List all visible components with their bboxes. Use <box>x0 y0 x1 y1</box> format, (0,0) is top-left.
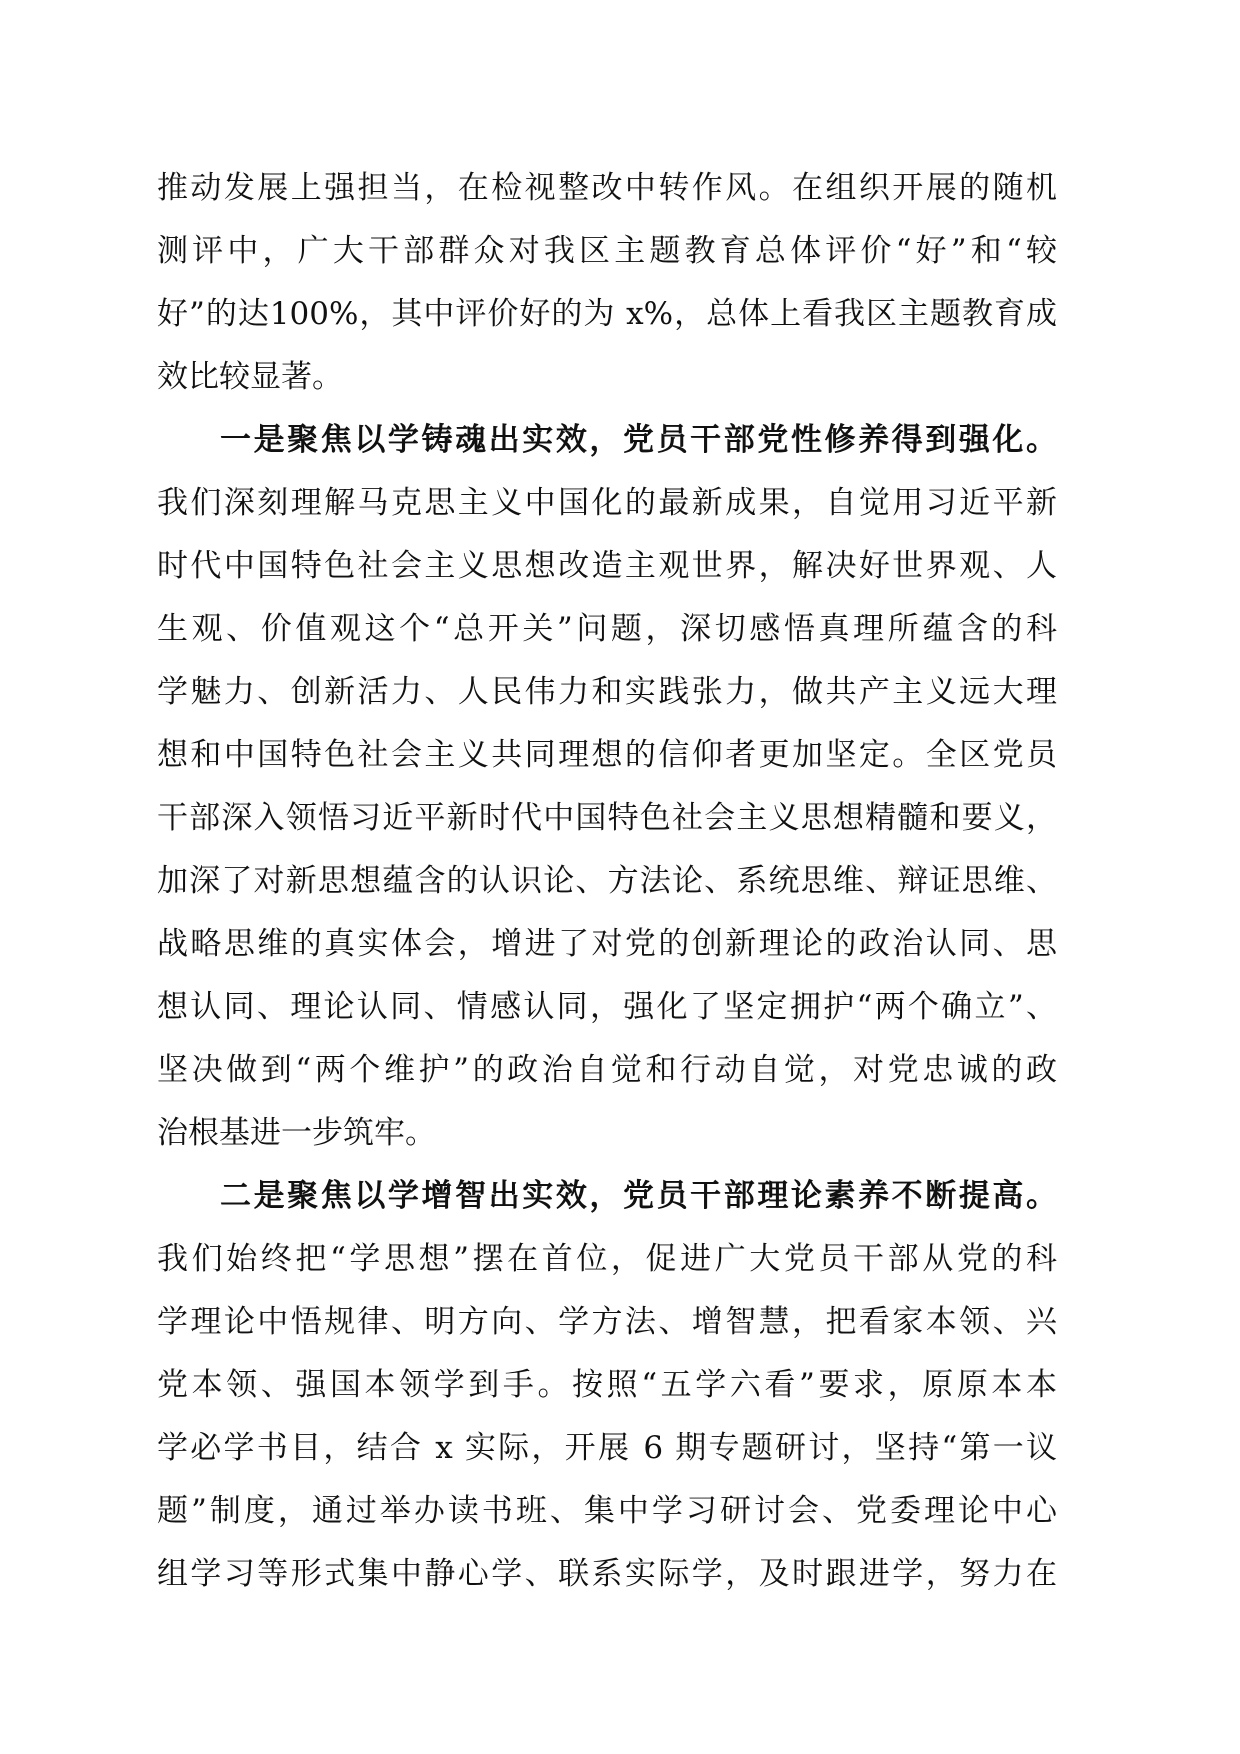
paragraph-line: 我们深刻理解马克思主义中国化的最新成果，自觉用习近平新 <box>157 485 1057 521</box>
paragraph-line: 坚决做到“两个维护”的政治自觉和行动自觉，对党忠诚的政 <box>157 1052 1057 1088</box>
paragraph-line: 效比较显著。 <box>157 359 343 395</box>
section-heading-1: 一是聚焦以学铸魂出实效，党员干部党性修养得到强化。 <box>220 422 1057 458</box>
paragraph-line: 组学习等形式集中静心学、联系实际学，及时跟进学，努力在 <box>157 1556 1057 1592</box>
paragraph-line: 时代中国特色社会主义思想改造主观世界，解决好世界观、人 <box>157 548 1057 584</box>
paragraph-line: 学理论中悟规律、明方向、学方法、增智慧，把看家本领、兴 <box>157 1304 1057 1340</box>
paragraph-line: 学魅力、创新活力、人民伟力和实践张力，做共产主义远大理 <box>157 674 1057 710</box>
paragraph-line: 题”制度，通过举办读书班、集中学习研讨会、党委理论中心 <box>157 1493 1057 1529</box>
section-heading-2: 二是聚焦以学增智出实效，党员干部理论素养不断提高。 <box>220 1178 1057 1214</box>
paragraph-line: 加深了对新思想蕴含的认识论、方法论、系统思维、辩证思维、 <box>157 863 1057 899</box>
paragraph-line: 测评中，广大干部群众对我区主题教育总体评价“好”和“较 <box>157 233 1057 269</box>
paragraph-line: 想和中国特色社会主义共同理想的信仰者更加坚定。全区党员 <box>157 737 1057 773</box>
paragraph-line: 我们始终把“学思想”摆在首位，促进广大党员干部从党的科 <box>157 1241 1057 1277</box>
paragraph-line: 干部深入领悟习近平新时代中国特色社会主义思想精髓和要义， <box>157 800 1057 836</box>
paragraph-line: 战略思维的真实体会，增进了对党的创新理论的政治认同、思 <box>157 926 1057 962</box>
paragraph-line: 好”的达100%，其中评价好的为 x%，总体上看我区主题教育成 <box>157 296 1057 332</box>
paragraph-line: 学必学书目，结合 x 实际，开展 6 期专题研讨，坚持“第一议 <box>157 1430 1057 1466</box>
paragraph-line: 党本领、强国本领学到手。按照“五学六看”要求，原原本本 <box>157 1367 1057 1403</box>
paragraph-line: 推动发展上强担当，在检视整改中转作风。在组织开展的随机 <box>157 170 1057 206</box>
paragraph-line: 生观、价值观这个“总开关”问题，深切感悟真理所蕴含的科 <box>157 611 1057 647</box>
paragraph-line: 治根基进一步筑牢。 <box>157 1115 436 1151</box>
paragraph-line: 想认同、理论认同、情感认同，强化了坚定拥护“两个确立”、 <box>157 989 1057 1025</box>
